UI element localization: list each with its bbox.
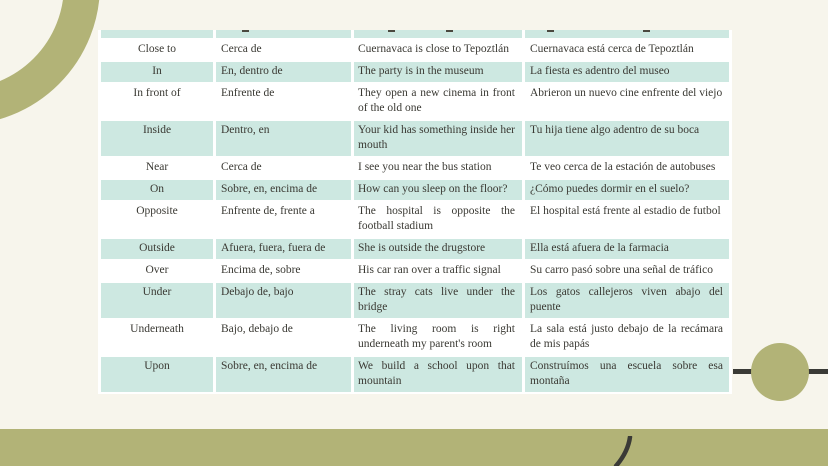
table-row	[101, 62, 729, 82]
circle-decoration	[751, 343, 809, 401]
cell-english-example: The party is in the museum	[354, 62, 522, 82]
table-row	[101, 180, 729, 200]
table-row	[101, 202, 729, 237]
cell-spanish-example: ¿Cómo puedes dormir en el suelo?	[525, 180, 729, 200]
cell-spanish-example: Tu hija tiene algo adentro de su boca	[525, 121, 729, 156]
cell-spanish-translation: Afuera, fuera, fuera de	[216, 239, 351, 259]
cell-english-example: They open a new cinema in front of the old one	[358, 87, 515, 114]
cell-english-example: Cuernavaca is close to Tepoztlán	[358, 43, 509, 55]
cell-english-example: The living room is right underneath my parent's room	[358, 323, 515, 350]
cell-spanish-translation: Bajo, debajo de	[221, 323, 293, 335]
cell-spanish-example: Construímos una escuela sobre esa montaña	[525, 357, 729, 392]
cell-english-preposition: Over	[145, 264, 169, 276]
cell-english-preposition: In	[101, 62, 213, 82]
cell-english-example: His car ran over a traffic signal	[358, 264, 501, 276]
cell-spanish-example: El hospital está frente al estadio de futbol	[530, 205, 721, 217]
table-row	[101, 239, 729, 259]
cell-english-preposition: Upon	[101, 357, 213, 392]
cell-spanish-translation: En, dentro de	[216, 62, 351, 82]
cell-spanish-example: Los gatos callejeros viven abajo del puente	[525, 283, 729, 318]
cell-english-example: How can you sleep on the floor?	[354, 180, 522, 200]
cell-english-preposition: Near	[145, 161, 169, 173]
cell-spanish-translation: Enfrente de	[221, 87, 275, 99]
cell-english-preposition: Outside	[101, 239, 213, 259]
cell-spanish-example: Te veo cerca de la estación de autobuses	[530, 161, 716, 173]
cell-english-example: She is outside the drugstore	[354, 239, 522, 259]
cell-spanish-translation: Cerca de	[221, 161, 262, 173]
cell-english-preposition: In front of	[133, 87, 181, 99]
cell-spanish-example: Cuernavaca está cerca de Tepoztlán	[530, 43, 694, 55]
cell-spanish-example: La sala está justo debajo de la recámara de mis papás	[530, 323, 723, 350]
prepositions-table	[98, 30, 732, 394]
cell-english-example: The hospital is opposite the football stadium	[358, 205, 515, 232]
bottom-band-decoration	[0, 429, 828, 466]
table-row	[101, 320, 729, 355]
clipped-table-row	[101, 30, 729, 38]
cell-english-preposition: Inside	[101, 121, 213, 156]
table-row	[101, 40, 729, 60]
clipped-cell	[354, 30, 522, 38]
curve-decoration	[612, 436, 636, 466]
cell-spanish-example: Ella está afuera de la farmacia	[525, 239, 729, 259]
cell-english-example: We build a school upon that mountain	[354, 357, 522, 392]
cell-spanish-translation: Enfrente de, frente a	[221, 205, 315, 217]
cell-english-example: Your kid has something inside her mouth	[354, 121, 522, 156]
cell-spanish-translation: Encima de, sobre	[221, 264, 301, 276]
clipped-cell	[216, 30, 351, 38]
cell-spanish-example: La fiesta es adentro del museo	[525, 62, 729, 82]
table-row	[101, 84, 729, 119]
cell-spanish-translation: Dentro, en	[216, 121, 351, 156]
clipped-cell	[525, 30, 729, 38]
table-row	[101, 261, 729, 281]
table-row	[101, 283, 729, 318]
cell-english-preposition: On	[101, 180, 213, 200]
cell-english-preposition: Close to	[137, 43, 176, 55]
cell-english-preposition: Under	[101, 283, 213, 318]
cell-spanish-translation: Debajo de, bajo	[216, 283, 351, 318]
table-row	[101, 357, 729, 392]
cell-spanish-translation: Sobre, en, encima de	[216, 357, 351, 392]
cell-english-preposition: Opposite	[136, 205, 178, 217]
cell-spanish-translation: Sobre, en, encima de	[216, 180, 351, 200]
cell-spanish-example: Abrieron un nuevo cine enfrente del viejo	[530, 87, 723, 99]
cell-english-example: The stray cats live under the bridge	[354, 283, 522, 318]
cell-english-preposition: Underneath	[130, 323, 184, 335]
clipped-cell	[101, 30, 213, 38]
table-row	[101, 158, 729, 178]
table-row	[101, 121, 729, 156]
cell-spanish-example: Su carro pasó sobre una señal de tráfico	[530, 264, 713, 276]
cell-spanish-translation: Cerca de	[221, 43, 262, 55]
cell-english-example: I see you near the bus station	[358, 161, 492, 173]
